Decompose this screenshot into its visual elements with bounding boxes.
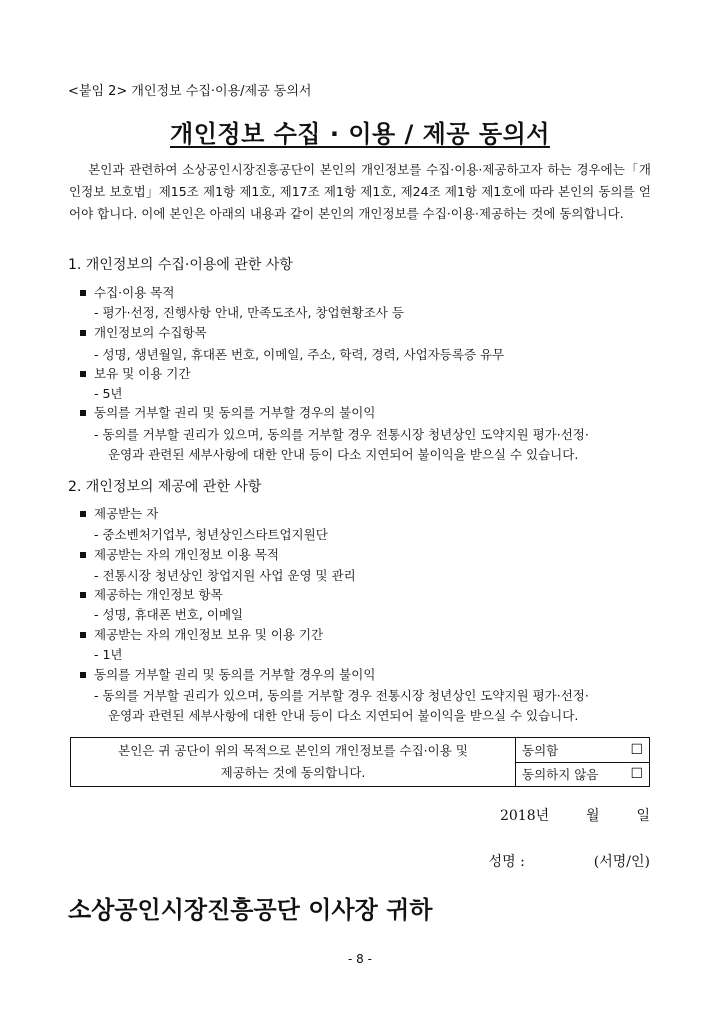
disagree-option[interactable] xyxy=(516,762,650,787)
intro-paragraph xyxy=(69,159,651,225)
section2-item-recipient-detail: - 중소벤처기업부, 청년상인스타트업지원단 xyxy=(94,527,328,542)
item-label: 수집·이용 목적 xyxy=(94,285,175,300)
page-number: - 8 - xyxy=(348,952,372,966)
section2-heading: 2. 개인정보의 제공에 관한 사항 xyxy=(68,479,262,495)
section1-item-purpose-detail: - 평가·선정, 진행사항 안내, 만족도조사, 창업현황조사 등 xyxy=(94,305,404,320)
date-day: 일 xyxy=(636,808,650,824)
section1-item-refusal-detail: - 동의를 거부할 권리가 있으며, 동의를 거부할 경우 전통시장 청년상인 도약지원 평가·선정· xyxy=(94,427,589,442)
disagree-checkbox-icon[interactable]: ☐ xyxy=(630,766,643,783)
section1-item-period xyxy=(80,364,190,382)
consent-statement-line1: 본인은 귀 공단이 위의 목적으로 본인의 개인정보를 수집·이용 및 xyxy=(118,743,468,758)
consent-statement xyxy=(71,738,516,787)
intro-text: 본인과 관련하여 소상공인시장진흥공단이 본인의 개인정보를 수집·이용·제공하고자 하는 경우에는「개인정보 보호법」제15조 제1항 제1호, 제17조 제1항 제1호, 제24조 제1항 제1호에 따라 본인의 동의를 얻어야 합니다. 이에 본인은 아래의 내용과 같이 본인의 개인정보를 수집·이용·제공하는 것에 동의합니다. xyxy=(69,162,651,221)
item-label: 보유 및 이용 기간 xyxy=(94,366,191,381)
section2-item-refusal-detail: - 동의를 거부할 권리가 있으며, 동의를 거부할 경우 전통시장 청년상인 도약지원 평가·선정· xyxy=(94,688,589,703)
bullet-square-icon xyxy=(80,330,86,336)
section2-item-fields-detail: - 성명, 휴대폰 번호, 이메일 xyxy=(94,607,244,622)
agree-checkbox-icon[interactable]: ☐ xyxy=(630,741,643,758)
signature-mark: (서명/인) xyxy=(593,854,650,870)
agree-label: 동의함 xyxy=(522,742,559,758)
attachment-label: <붙임 2> 개인정보 수집·이용/제공 동의서 xyxy=(68,84,312,99)
bullet-square-icon xyxy=(80,371,86,377)
disagree-label: 동의하지 않음 xyxy=(522,767,599,783)
bullet-square-icon xyxy=(80,672,86,678)
agree-option[interactable] xyxy=(516,738,650,763)
item-label: 제공받는 자 xyxy=(94,506,159,521)
section1-item-refusal-detail-cont: 운영과 관련된 세부사항에 대한 안내 등이 다소 지연되어 불이익을 받으실 수 있습니다. xyxy=(108,447,579,462)
bullet-square-icon xyxy=(80,410,86,416)
addressee: 소상공인시장진흥공단 이사장 귀하 xyxy=(68,896,433,924)
section2-item-purpose xyxy=(80,545,279,563)
document-title: 개인정보 수집 · 이용 / 제공 동의서 xyxy=(170,120,550,148)
bullet-square-icon xyxy=(80,592,86,598)
section2-item-recipient xyxy=(80,504,158,522)
section2-item-purpose-detail: - 전통시장 청년상인 창업지원 사업 운영 및 관리 xyxy=(94,568,356,583)
section1-item-fields-detail: - 성명, 생년월일, 휴대폰 번호, 이메일, 주소, 학력, 경력, 사업자등록증 유무 xyxy=(94,347,505,362)
section2-item-fields xyxy=(80,585,223,603)
section2-item-refusal-detail-cont: 운영과 관련된 세부사항에 대한 안내 등이 다소 지연되어 불이익을 받으실 수 있습니다. xyxy=(108,708,579,723)
item-label: 개인정보의 수집항목 xyxy=(94,325,207,340)
section2-item-period-detail: - 1년 xyxy=(94,647,123,662)
bullet-square-icon xyxy=(80,511,86,517)
item-label: 제공받는 자의 개인정보 보유 및 이용 기간 xyxy=(94,627,324,642)
signature-label: 성명 : xyxy=(488,854,525,870)
signature-line xyxy=(489,851,650,871)
bullet-square-icon xyxy=(80,632,86,638)
item-label: 제공하는 개인정보 항목 xyxy=(94,587,223,602)
bullet-square-icon xyxy=(80,552,86,558)
section2-item-refusal xyxy=(80,665,375,683)
date-line xyxy=(500,805,650,825)
section1-item-purpose xyxy=(80,283,174,301)
section2-item-period xyxy=(80,625,323,643)
item-label: 동의를 거부할 권리 및 동의를 거부할 경우의 불이익 xyxy=(94,405,376,420)
date-year: 2018년 xyxy=(499,808,550,824)
date-month: 월 xyxy=(586,808,600,824)
section1-item-refusal xyxy=(80,403,375,421)
section1-heading: 1. 개인정보의 수집·이용에 관한 사항 xyxy=(68,257,293,273)
consent-table xyxy=(70,737,650,787)
item-label: 동의를 거부할 권리 및 동의를 거부할 경우의 불이익 xyxy=(94,667,376,682)
consent-statement-line2: 제공하는 것에 동의합니다. xyxy=(220,765,366,780)
bullet-square-icon xyxy=(80,290,86,296)
section1-item-period-detail: - 5년 xyxy=(94,386,123,401)
item-label: 제공받는 자의 개인정보 이용 목적 xyxy=(94,547,279,562)
section1-item-fields xyxy=(80,323,207,341)
